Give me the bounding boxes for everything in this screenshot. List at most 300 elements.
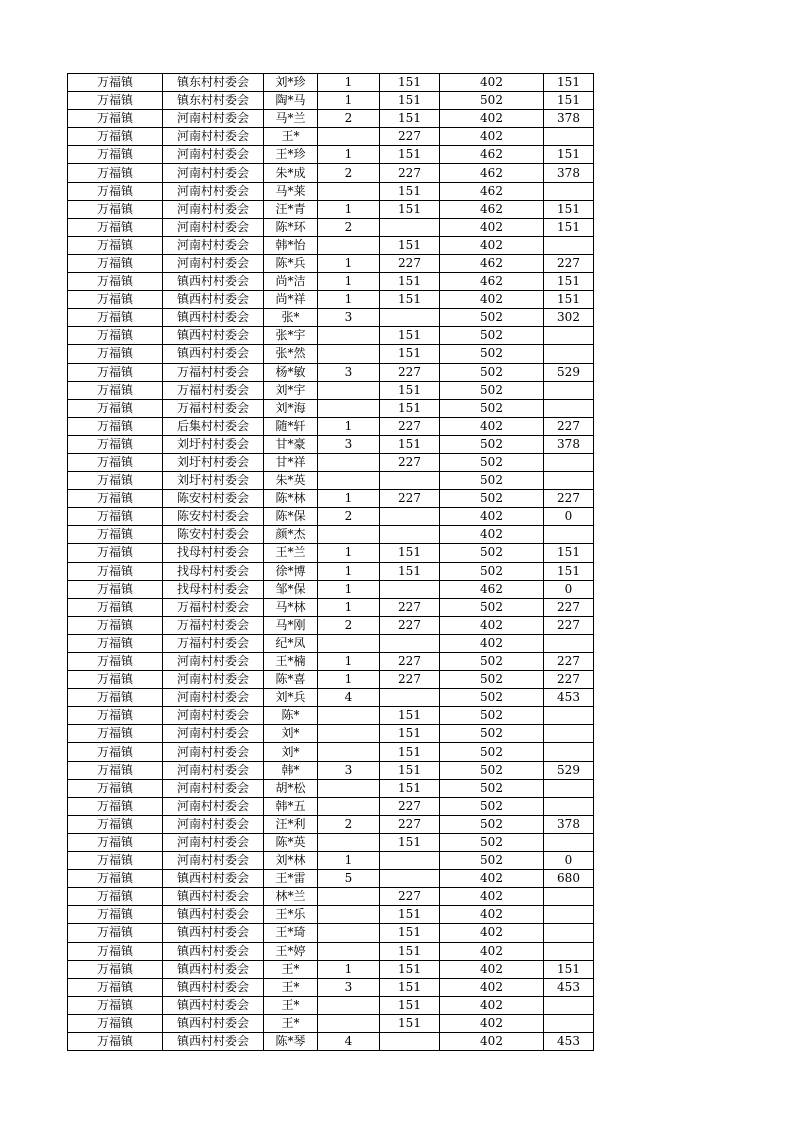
amount-b-cell: 502 — [440, 544, 544, 562]
count-cell — [318, 797, 380, 815]
village-committee-cell: 后集村村委会 — [163, 417, 264, 435]
amount-a-cell: 151 — [380, 291, 440, 309]
amount-b-cell: 402 — [440, 888, 544, 906]
total-cell — [544, 526, 594, 544]
town-cell: 万福镇 — [68, 291, 163, 309]
amount-b-cell: 402 — [440, 526, 544, 544]
village-committee-cell: 镇西村村委会 — [163, 960, 264, 978]
amount-b-cell: 502 — [440, 761, 544, 779]
name-cell: 王* — [264, 978, 318, 996]
amount-a-cell: 227 — [380, 490, 440, 508]
name-cell: 陶*马 — [264, 92, 318, 110]
amount-b-cell: 502 — [440, 598, 544, 616]
total-cell: 529 — [544, 761, 594, 779]
total-cell: 453 — [544, 978, 594, 996]
amount-a-cell: 227 — [380, 363, 440, 381]
total-cell: 0 — [544, 580, 594, 598]
amount-a-cell — [380, 580, 440, 598]
name-cell: 汪*利 — [264, 815, 318, 833]
amount-b-cell: 502 — [440, 707, 544, 725]
amount-b-cell: 502 — [440, 743, 544, 761]
village-committee-cell: 镇西村村委会 — [163, 309, 264, 327]
name-cell: 刘*林 — [264, 852, 318, 870]
amount-a-cell: 227 — [380, 797, 440, 815]
table-row — [68, 924, 594, 942]
total-cell — [544, 833, 594, 851]
table-row — [68, 960, 594, 978]
table-row — [68, 870, 594, 888]
count-cell — [318, 381, 380, 399]
total-cell: 680 — [544, 870, 594, 888]
town-cell: 万福镇 — [68, 472, 163, 490]
amount-b-cell: 402 — [440, 128, 544, 146]
name-cell: 刘* — [264, 725, 318, 743]
town-cell: 万福镇 — [68, 381, 163, 399]
town-cell: 万福镇 — [68, 236, 163, 254]
name-cell: 胡*松 — [264, 779, 318, 797]
table-row — [68, 906, 594, 924]
town-cell: 万福镇 — [68, 960, 163, 978]
amount-a-cell: 151 — [380, 906, 440, 924]
village-committee-cell: 镇西村村委会 — [163, 327, 264, 345]
total-cell: 151 — [544, 146, 594, 164]
town-cell: 万福镇 — [68, 707, 163, 725]
town-cell: 万福镇 — [68, 924, 163, 942]
town-cell: 万福镇 — [68, 182, 163, 200]
table-row — [68, 128, 594, 146]
count-cell: 1 — [318, 580, 380, 598]
amount-a-cell: 151 — [380, 236, 440, 254]
amount-a-cell: 151 — [380, 996, 440, 1014]
data-table — [67, 73, 594, 1051]
village-committee-cell: 河南村村委会 — [163, 707, 264, 725]
town-cell: 万福镇 — [68, 725, 163, 743]
name-cell: 王* — [264, 996, 318, 1014]
amount-b-cell: 502 — [440, 815, 544, 833]
amount-b-cell: 402 — [440, 870, 544, 888]
amount-b-cell: 462 — [440, 200, 544, 218]
town-cell: 万福镇 — [68, 508, 163, 526]
amount-b-cell: 402 — [440, 508, 544, 526]
count-cell: 1 — [318, 653, 380, 671]
village-committee-cell: 河南村村委会 — [163, 779, 264, 797]
total-cell — [544, 453, 594, 471]
amount-b-cell: 502 — [440, 327, 544, 345]
table-row — [68, 580, 594, 598]
total-cell: 0 — [544, 508, 594, 526]
total-cell — [544, 779, 594, 797]
count-cell: 1 — [318, 254, 380, 272]
name-cell: 王*琦 — [264, 924, 318, 942]
amount-a-cell: 151 — [380, 92, 440, 110]
table-row — [68, 634, 594, 652]
table-row — [68, 707, 594, 725]
total-cell — [544, 345, 594, 363]
amount-a-cell — [380, 218, 440, 236]
table-row — [68, 852, 594, 870]
name-cell: 张* — [264, 309, 318, 327]
count-cell: 4 — [318, 1032, 380, 1050]
amount-b-cell: 502 — [440, 797, 544, 815]
town-cell: 万福镇 — [68, 218, 163, 236]
name-cell: 邹*保 — [264, 580, 318, 598]
town-cell: 万福镇 — [68, 942, 163, 960]
total-cell — [544, 996, 594, 1014]
town-cell: 万福镇 — [68, 200, 163, 218]
table-row — [68, 218, 594, 236]
amount-a-cell: 151 — [380, 1014, 440, 1032]
amount-b-cell: 502 — [440, 833, 544, 851]
amount-a-cell: 227 — [380, 598, 440, 616]
count-cell: 3 — [318, 309, 380, 327]
name-cell: 张*宇 — [264, 327, 318, 345]
table-row — [68, 1032, 594, 1050]
amount-a-cell: 151 — [380, 327, 440, 345]
amount-a-cell: 227 — [380, 671, 440, 689]
village-committee-cell: 刘圩村村委会 — [163, 453, 264, 471]
amount-a-cell: 227 — [380, 888, 440, 906]
town-cell: 万福镇 — [68, 743, 163, 761]
amount-b-cell: 502 — [440, 779, 544, 797]
amount-a-cell: 151 — [380, 761, 440, 779]
town-cell: 万福镇 — [68, 833, 163, 851]
village-committee-cell: 镇西村村委会 — [163, 888, 264, 906]
name-cell: 王*婷 — [264, 942, 318, 960]
amount-b-cell: 402 — [440, 74, 544, 92]
table-row — [68, 942, 594, 960]
village-committee-cell: 镇东村村委会 — [163, 74, 264, 92]
count-cell: 1 — [318, 417, 380, 435]
village-committee-cell: 镇西村村委会 — [163, 942, 264, 960]
total-cell — [544, 381, 594, 399]
total-cell — [544, 634, 594, 652]
village-committee-cell: 河南村村委会 — [163, 815, 264, 833]
amount-a-cell: 151 — [380, 942, 440, 960]
table-row — [68, 345, 594, 363]
town-cell: 万福镇 — [68, 309, 163, 327]
village-committee-cell: 镇西村村委会 — [163, 924, 264, 942]
village-committee-cell: 万福村村委会 — [163, 634, 264, 652]
town-cell: 万福镇 — [68, 888, 163, 906]
village-committee-cell: 万福村村委会 — [163, 616, 264, 634]
town-cell: 万福镇 — [68, 490, 163, 508]
amount-a-cell: 151 — [380, 110, 440, 128]
town-cell: 万福镇 — [68, 906, 163, 924]
amount-b-cell: 462 — [440, 254, 544, 272]
village-committee-cell: 河南村村委会 — [163, 146, 264, 164]
total-cell: 227 — [544, 598, 594, 616]
table-row — [68, 74, 594, 92]
count-cell — [318, 1014, 380, 1032]
amount-a-cell — [380, 508, 440, 526]
name-cell: 刘*宇 — [264, 381, 318, 399]
table-row — [68, 435, 594, 453]
count-cell: 3 — [318, 978, 380, 996]
village-committee-cell: 河南村村委会 — [163, 128, 264, 146]
town-cell: 万福镇 — [68, 544, 163, 562]
amount-a-cell: 151 — [380, 182, 440, 200]
amount-b-cell: 402 — [440, 634, 544, 652]
total-cell: 378 — [544, 164, 594, 182]
amount-b-cell: 402 — [440, 110, 544, 128]
table-row — [68, 888, 594, 906]
town-cell: 万福镇 — [68, 761, 163, 779]
town-cell: 万福镇 — [68, 453, 163, 471]
amount-a-cell: 227 — [380, 254, 440, 272]
total-cell: 151 — [544, 200, 594, 218]
name-cell: 王* — [264, 128, 318, 146]
town-cell: 万福镇 — [68, 870, 163, 888]
amount-a-cell: 151 — [380, 544, 440, 562]
amount-b-cell: 462 — [440, 182, 544, 200]
name-cell: 汪*青 — [264, 200, 318, 218]
town-cell: 万福镇 — [68, 634, 163, 652]
count-cell: 1 — [318, 74, 380, 92]
amount-b-cell: 402 — [440, 616, 544, 634]
name-cell: 朱*英 — [264, 472, 318, 490]
amount-a-cell — [380, 870, 440, 888]
town-cell: 万福镇 — [68, 598, 163, 616]
amount-a-cell — [380, 852, 440, 870]
amount-a-cell — [380, 526, 440, 544]
village-committee-cell: 刘圩村村委会 — [163, 472, 264, 490]
village-committee-cell: 河南村村委会 — [163, 852, 264, 870]
count-cell: 2 — [318, 164, 380, 182]
amount-b-cell: 402 — [440, 996, 544, 1014]
amount-a-cell: 151 — [380, 200, 440, 218]
amount-a-cell: 151 — [380, 273, 440, 291]
total-cell: 151 — [544, 544, 594, 562]
town-cell: 万福镇 — [68, 689, 163, 707]
table-row — [68, 309, 594, 327]
name-cell: 陈*喜 — [264, 671, 318, 689]
count-cell — [318, 182, 380, 200]
amount-b-cell: 462 — [440, 273, 544, 291]
name-cell: 王*雷 — [264, 870, 318, 888]
town-cell: 万福镇 — [68, 671, 163, 689]
amount-a-cell: 227 — [380, 417, 440, 435]
total-cell — [544, 906, 594, 924]
village-committee-cell: 万福村村委会 — [163, 363, 264, 381]
amount-b-cell: 402 — [440, 1032, 544, 1050]
total-cell: 151 — [544, 74, 594, 92]
amount-b-cell: 502 — [440, 363, 544, 381]
amount-a-cell — [380, 472, 440, 490]
amount-b-cell: 502 — [440, 472, 544, 490]
table-row — [68, 399, 594, 417]
amount-a-cell: 227 — [380, 653, 440, 671]
count-cell — [318, 236, 380, 254]
amount-b-cell: 402 — [440, 1014, 544, 1032]
count-cell: 2 — [318, 815, 380, 833]
village-committee-cell: 万福村村委会 — [163, 399, 264, 417]
name-cell: 陈*林 — [264, 490, 318, 508]
amount-a-cell: 151 — [380, 707, 440, 725]
amount-b-cell: 402 — [440, 291, 544, 309]
count-cell — [318, 888, 380, 906]
town-cell: 万福镇 — [68, 417, 163, 435]
table-row — [68, 327, 594, 345]
table-row — [68, 508, 594, 526]
amount-b-cell: 502 — [440, 671, 544, 689]
amount-b-cell: 402 — [440, 218, 544, 236]
name-cell: 王* — [264, 960, 318, 978]
count-cell — [318, 707, 380, 725]
name-cell: 刘*珍 — [264, 74, 318, 92]
town-cell: 万福镇 — [68, 562, 163, 580]
table-row — [68, 110, 594, 128]
village-committee-cell: 找母村村委会 — [163, 580, 264, 598]
table-row — [68, 291, 594, 309]
village-committee-cell: 河南村村委会 — [163, 164, 264, 182]
village-committee-cell: 河南村村委会 — [163, 218, 264, 236]
village-committee-cell: 镇西村村委会 — [163, 978, 264, 996]
table-row — [68, 490, 594, 508]
name-cell: 马*兰 — [264, 110, 318, 128]
town-cell: 万福镇 — [68, 1014, 163, 1032]
village-committee-cell: 镇西村村委会 — [163, 273, 264, 291]
table-row — [68, 200, 594, 218]
amount-a-cell — [380, 689, 440, 707]
count-cell: 1 — [318, 291, 380, 309]
total-cell: 151 — [544, 218, 594, 236]
amount-b-cell: 402 — [440, 924, 544, 942]
amount-b-cell: 502 — [440, 852, 544, 870]
town-cell: 万福镇 — [68, 435, 163, 453]
village-committee-cell: 镇西村村委会 — [163, 870, 264, 888]
total-cell: 151 — [544, 291, 594, 309]
count-cell: 1 — [318, 562, 380, 580]
count-cell: 2 — [318, 508, 380, 526]
count-cell: 3 — [318, 761, 380, 779]
village-committee-cell: 刘圩村村委会 — [163, 435, 264, 453]
count-cell — [318, 634, 380, 652]
total-cell: 151 — [544, 92, 594, 110]
amount-a-cell: 227 — [380, 164, 440, 182]
count-cell: 1 — [318, 146, 380, 164]
name-cell: 马*刚 — [264, 616, 318, 634]
count-cell — [318, 128, 380, 146]
village-committee-cell: 河南村村委会 — [163, 254, 264, 272]
amount-b-cell: 402 — [440, 417, 544, 435]
amount-a-cell — [380, 309, 440, 327]
count-cell: 1 — [318, 273, 380, 291]
count-cell — [318, 996, 380, 1014]
table-row — [68, 381, 594, 399]
amount-a-cell: 151 — [380, 924, 440, 942]
amount-b-cell: 502 — [440, 725, 544, 743]
table-row — [68, 472, 594, 490]
count-cell: 1 — [318, 671, 380, 689]
amount-a-cell — [380, 1032, 440, 1050]
count-cell — [318, 924, 380, 942]
town-cell: 万福镇 — [68, 815, 163, 833]
town-cell: 万福镇 — [68, 797, 163, 815]
count-cell: 4 — [318, 689, 380, 707]
amount-b-cell: 502 — [440, 435, 544, 453]
name-cell: 甘*豪 — [264, 435, 318, 453]
table-row — [68, 689, 594, 707]
town-cell: 万福镇 — [68, 128, 163, 146]
total-cell: 227 — [544, 616, 594, 634]
count-cell: 2 — [318, 616, 380, 634]
table-row — [68, 363, 594, 381]
total-cell: 453 — [544, 689, 594, 707]
name-cell: 王*乐 — [264, 906, 318, 924]
table-row — [68, 833, 594, 851]
total-cell — [544, 182, 594, 200]
total-cell: 0 — [544, 852, 594, 870]
total-cell — [544, 1014, 594, 1032]
name-cell: 王*楠 — [264, 653, 318, 671]
village-committee-cell: 河南村村委会 — [163, 182, 264, 200]
total-cell: 529 — [544, 363, 594, 381]
town-cell: 万福镇 — [68, 526, 163, 544]
amount-b-cell: 462 — [440, 580, 544, 598]
village-committee-cell: 河南村村委会 — [163, 761, 264, 779]
table-row — [68, 598, 594, 616]
village-committee-cell: 河南村村委会 — [163, 797, 264, 815]
count-cell: 2 — [318, 218, 380, 236]
count-cell — [318, 942, 380, 960]
village-committee-cell: 河南村村委会 — [163, 689, 264, 707]
village-committee-cell: 陈安村村委会 — [163, 526, 264, 544]
village-committee-cell: 河南村村委会 — [163, 725, 264, 743]
village-committee-cell: 镇西村村委会 — [163, 996, 264, 1014]
amount-a-cell: 151 — [380, 345, 440, 363]
name-cell: 韩*五 — [264, 797, 318, 815]
town-cell: 万福镇 — [68, 1032, 163, 1050]
count-cell: 5 — [318, 870, 380, 888]
total-cell: 378 — [544, 435, 594, 453]
amount-a-cell: 151 — [380, 743, 440, 761]
total-cell: 378 — [544, 815, 594, 833]
amount-a-cell: 227 — [380, 128, 440, 146]
table-row — [68, 761, 594, 779]
count-cell — [318, 327, 380, 345]
table-row — [68, 653, 594, 671]
total-cell — [544, 797, 594, 815]
count-cell: 1 — [318, 490, 380, 508]
count-cell: 1 — [318, 852, 380, 870]
count-cell — [318, 472, 380, 490]
name-cell: 杨*敏 — [264, 363, 318, 381]
table-row — [68, 526, 594, 544]
amount-b-cell: 502 — [440, 453, 544, 471]
name-cell: 王* — [264, 1014, 318, 1032]
name-cell: 刘* — [264, 743, 318, 761]
name-cell: 韩*怡 — [264, 236, 318, 254]
table-row — [68, 453, 594, 471]
name-cell: 王*兰 — [264, 544, 318, 562]
village-committee-cell: 找母村村委会 — [163, 562, 264, 580]
name-cell: 颜*杰 — [264, 526, 318, 544]
table-row — [68, 164, 594, 182]
amount-a-cell: 151 — [380, 562, 440, 580]
village-committee-cell: 河南村村委会 — [163, 671, 264, 689]
count-cell: 1 — [318, 200, 380, 218]
table-row — [68, 182, 594, 200]
village-committee-cell: 陈安村村委会 — [163, 508, 264, 526]
name-cell: 陈*保 — [264, 508, 318, 526]
table-row — [68, 996, 594, 1014]
amount-b-cell: 502 — [440, 381, 544, 399]
table-row — [68, 273, 594, 291]
amount-b-cell: 502 — [440, 92, 544, 110]
town-cell: 万福镇 — [68, 779, 163, 797]
table-row — [68, 1014, 594, 1032]
name-cell: 纪*凤 — [264, 634, 318, 652]
